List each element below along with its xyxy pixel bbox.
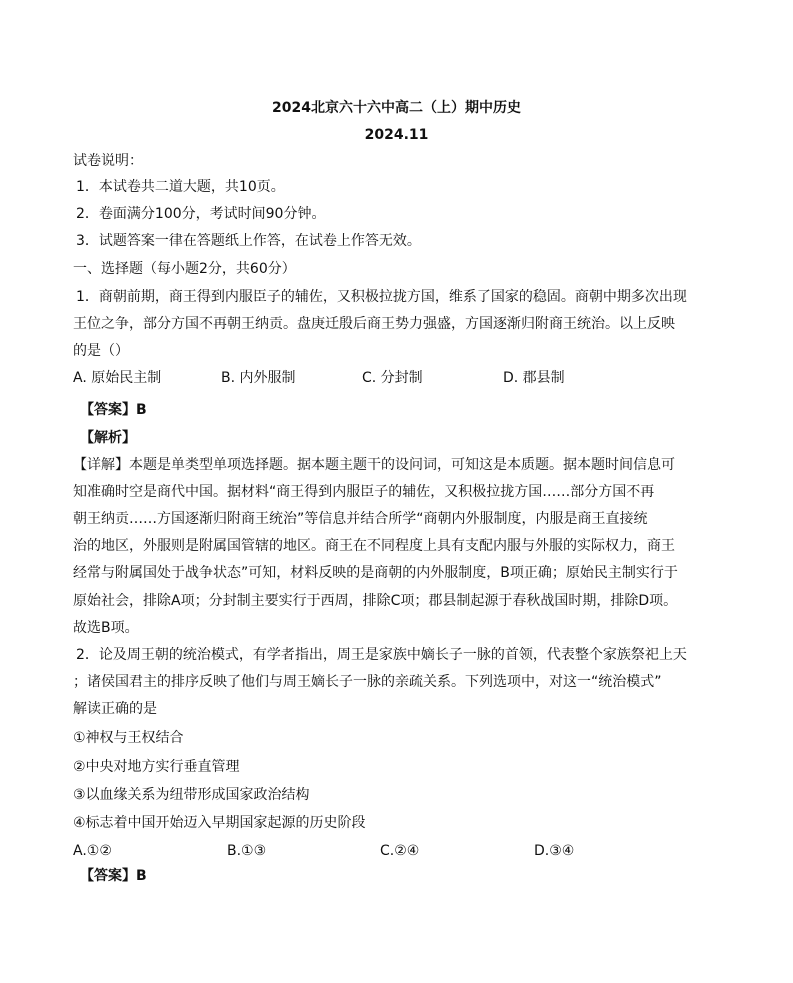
q1-analysis-label: 【解析】 (80, 430, 136, 446)
document-date: 2024.11 (364, 127, 429, 143)
q2-stem-line: 2．论及周王朝的统治模式，有学者指出，周王是家族中嫡长子一脉的首领，代表整个家族祭祀上天 (76, 647, 687, 663)
q1-stem-line: 1．商朝前期，商王得到内服臣子的辅佐，又积极拉拢方国，维系了国家的稳固。商朝中期多次出现 (76, 289, 687, 305)
q1-detail-line: 治的地区，外服则是附属国管辖的地区。商王在不同程度上具有支配内服与外服的实际权力，商王 (73, 538, 675, 554)
q1-stem-line: 的是（） (73, 343, 129, 359)
q1-detail-line: 故选B项。 (73, 620, 139, 636)
q2-stem-line: 解读正确的是 (73, 701, 157, 717)
q2-statement: ②中央对地方实行垂直管理 (73, 759, 240, 775)
q1-answer: 【答案】B (80, 402, 147, 418)
q1-option-a: A. 原始民主制 (73, 370, 162, 386)
instruction-item: 3．试题答案一律在答题纸上作答，在试卷上作答无效。 (76, 233, 421, 249)
q1-detail-line: 经常与附属国处于战争状态”可知，材料反映的是商朝的内外服制度，B项正确；原始民主制实行于 (73, 565, 678, 581)
q2-answer: 【答案】B (80, 868, 147, 884)
instruction-item: 2．卷面满分100分，考试时间90分钟。 (76, 206, 326, 222)
q1-option-b: B. 内外服制 (221, 370, 296, 386)
q1-detail-line: 朝王纳贡……方国逐渐归附商王统治”等信息并结合所学“商朝内外服制度，内服是商王直接统 (73, 511, 648, 527)
q2-statement: ④标志着中国开始迈入早期国家起源的历史阶段 (73, 815, 366, 831)
q2-option-d: D.③④ (534, 843, 575, 859)
q1-option-d: D. 郡县制 (503, 370, 565, 386)
q2-option-a: A.①② (73, 843, 112, 859)
section-heading: 一、选择题（每小题2分，共60分） (73, 261, 296, 277)
instructions-heading: 试卷说明： (73, 153, 143, 169)
q1-detail-line: 【详解】本题是单类型单项选择题。据本题主题干的设问词，可知这是本质题。据本题时间信息可 (73, 457, 675, 473)
q2-statement: ①神权与王权结合 (73, 730, 184, 746)
q1-stem-line: 王位之争，部分方国不再朝王纳贡。盘庚迁殷后商王势力强盛，方国逐渐归附商王统治。以上反映 (73, 316, 675, 332)
q2-option-c: C.②④ (380, 843, 420, 859)
document-title: 2024北京六十六中高二（上）期中历史 (272, 100, 521, 116)
q2-stem-line: ；诸侯国君主的排序反映了他们与周王嫡长子一脉的亲疏关系。下列选项中，对这一“统治模式” (73, 674, 662, 690)
instruction-item: 1．本试卷共二道大题，共10页。 (76, 179, 285, 195)
q1-detail-line: 知准确时空是商代中国。据材料“商王得到内服臣子的辅佐，又积极拉拢方国……部分方国不再 (73, 484, 655, 500)
q2-statement: ③以血缘关系为纽带形成国家政治结构 (73, 787, 310, 803)
q1-detail-line: 原始社会，排除A项；分封制主要实行于西周，排除C项；郡县制起源于春秋战国时期，排除D项。 (73, 593, 678, 609)
q2-option-b: B.①③ (227, 843, 267, 859)
q1-option-c: C. 分封制 (362, 370, 423, 386)
